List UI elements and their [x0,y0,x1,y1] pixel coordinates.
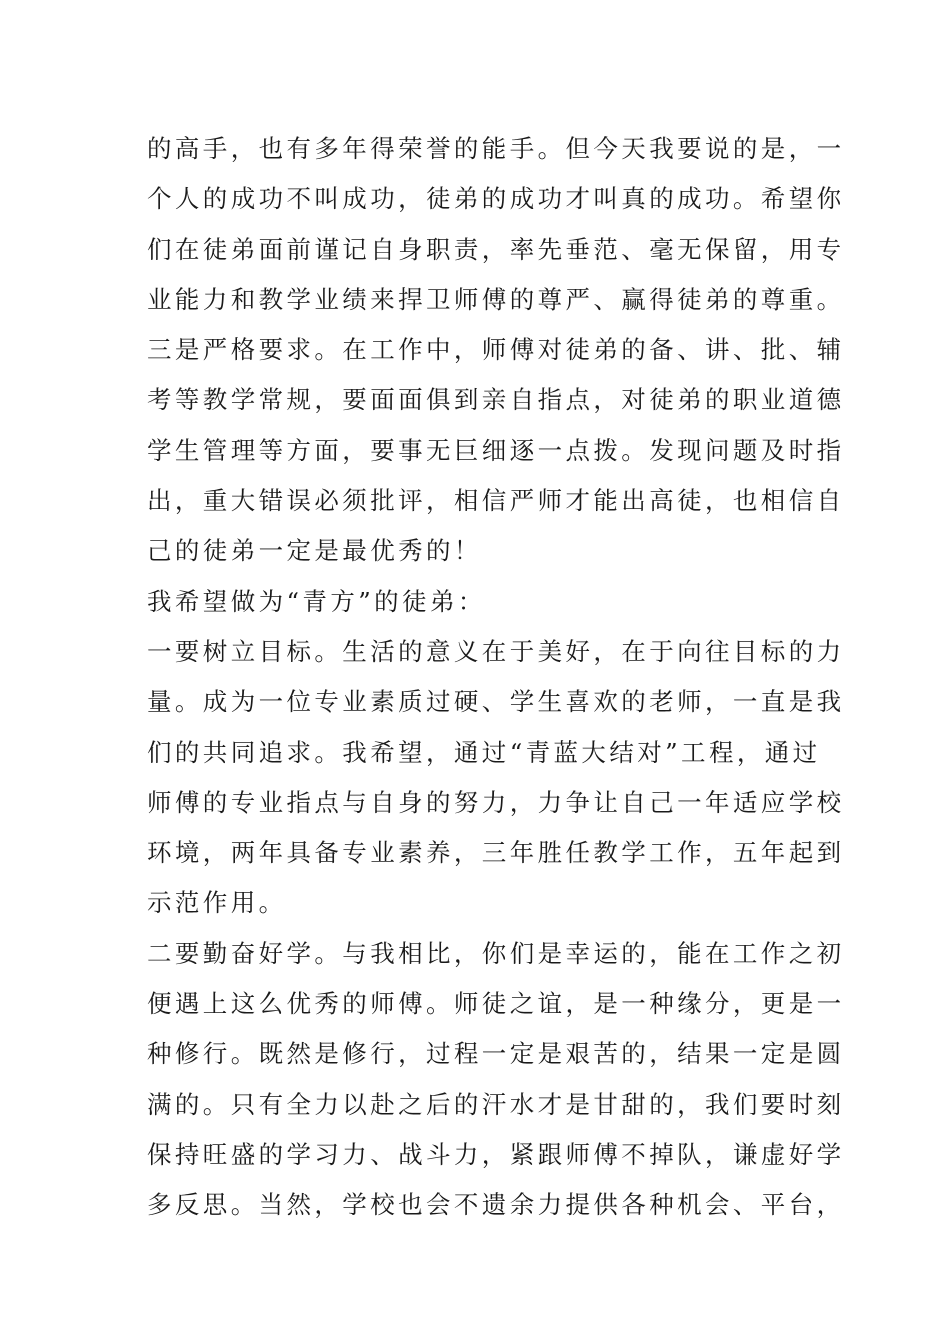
text-line-6: 考等教学常规，要面面俱到亲自指点，对徒弟的职业道德 [147,385,845,415]
text-line-19: 种修行。既然是修行，过程一定是艰苦的，结果一定是圆 [147,1039,845,1069]
document-body [147,124,845,1231]
text-line-3: 们在徒弟面前谨记自身职责，率先垂范、毫无保留，用专 [147,234,845,264]
text-line-9: 己的徒弟一定是最优秀的！ [147,536,482,566]
text-line-14: 师傅的专业指点与自身的努力，力争让自己一年适应学校 [147,787,845,817]
text-line-4: 业能力和教学业绩来捍卫师傅的尊严、赢得徒弟的尊重。 [147,284,845,314]
text-line-5: 三是严格要求。在工作中，师傅对徒弟的备、讲、批、辅 [147,335,845,365]
text-line-16: 示范作用。 [147,888,287,918]
text-line-1: 的高手，也有多年得荣誉的能手。但今天我要说的是，一 [147,134,845,163]
text-line-18: 便遇上这么优秀的师傅。师徒之谊，是一种缘分，更是一 [147,989,845,1019]
text-line-15: 环境，两年具备专业素养，三年胜任教学工作，五年起到 [147,838,845,868]
text-line-10: 我希望做为“青方”的徒弟： [147,586,486,616]
text-line-17: 二要勤奋好学。与我相比，你们是幸运的，能在工作之初 [147,938,845,968]
text-line-20: 满的。只有全力以赴之后的汗水才是甘甜的，我们要时刻 [147,1089,845,1119]
text-line-2: 个人的成功不叫成功，徒弟的成功才叫真的成功。希望你 [147,184,845,214]
text-line-12: 量。成为一位专业素质过硬、学生喜欢的老师，一直是我 [147,687,845,717]
text-line-22: 多反思。当然，学校也会不遗余力提供各种机会、平台， [147,1190,845,1220]
text-line-21: 保持旺盛的学习力、战斗力，紧跟师傅不掉队，谦虚好学 [147,1139,845,1169]
text-line-13: 们的共同追求。我希望，通过“青蓝大结对”工程，通过 [147,737,821,767]
text-line-7: 学生管理等方面，要事无巨细逐一点拨。发现问题及时指 [147,435,845,465]
text-line-11: 一要树立目标。生活的意义在于美好，在于向往目标的力 [147,636,845,666]
text-line-8: 出，重大错误必须批评，相信严师才能出高徒，也相信自 [147,486,845,516]
